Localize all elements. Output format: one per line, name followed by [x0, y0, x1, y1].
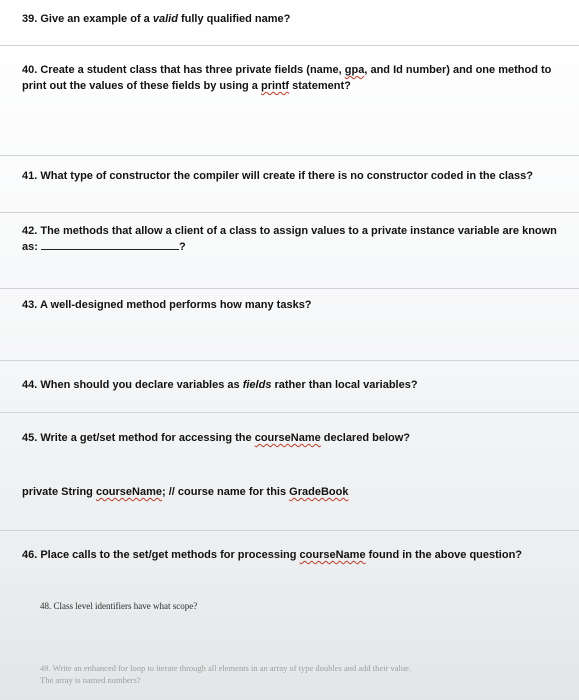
divider — [0, 360, 579, 361]
question-44-text: 44. When should you declare variables as — [22, 379, 243, 391]
question-46 — [22, 547, 570, 563]
question-40-text-end: statement? — [289, 80, 351, 92]
spellcheck-word: courseName — [299, 549, 366, 561]
question-49 — [40, 662, 579, 686]
question-42 — [22, 223, 570, 255]
question-42-end: ? — [178, 241, 186, 253]
question-43 — [22, 297, 570, 313]
spellcheck-word: courseName — [95, 486, 163, 498]
question-45 — [22, 430, 570, 446]
divider — [0, 212, 579, 213]
question-41 — [22, 168, 570, 184]
question-44-emphasis: fields — [242, 379, 272, 391]
question-48 — [40, 598, 579, 614]
question-44 — [22, 377, 570, 393]
question-39 — [22, 11, 570, 27]
divider — [0, 412, 579, 413]
question-48-text: 48. Class level identifiers have what scope? — [40, 601, 198, 611]
question-45-text: 45. Write a get/set method for accessing the — [22, 432, 255, 444]
answer-blank — [41, 239, 179, 250]
question-42-text: 42. The methods that allow a client of a class to assign values to a private instance variable are known as: — [22, 225, 557, 253]
question-49-line-2: The array is named numbers? — [40, 675, 141, 685]
divider — [0, 45, 579, 46]
question-49-line-1: 49. Write an enhanced for loop to iterate through all elements in an array of type doubles and add their value. — [40, 663, 412, 673]
question-43-text: 43. A well-designed method performs how many tasks? — [22, 299, 312, 311]
question-45-text-end: declared below? — [320, 432, 410, 444]
question-46-text-end: found in the above question? — [365, 549, 523, 561]
question-39-text-end: fully qualified name? — [177, 13, 291, 25]
question-40-text-mid: , and Id number) and one method to print out the values of these fields by using a — [22, 64, 552, 92]
question-39-emphasis: valid — [152, 13, 178, 25]
code-text-mid: ; // course name for this — [162, 486, 290, 498]
question-40-text: 40. Create a student class that has three private fields (name, — [22, 64, 345, 76]
divider — [0, 530, 579, 531]
divider — [0, 288, 579, 289]
spellcheck-word: printf — [260, 80, 290, 92]
question-44-text-end: rather than local variables? — [271, 379, 418, 391]
spellcheck-word: GradeBook — [289, 486, 349, 498]
divider — [0, 155, 579, 156]
question-46-text: 46. Place calls to the set/get methods for processing — [22, 549, 300, 561]
spellcheck-word: courseName — [254, 432, 321, 444]
spellcheck-word: gpa — [344, 64, 365, 76]
code-text: private String — [22, 486, 96, 498]
question-39-text: 39. Give an example of a — [22, 13, 153, 25]
question-41-text: 41. What type of constructor the compiler will create if there is no constructor coded in the class? — [22, 170, 533, 182]
code-declaration — [22, 484, 570, 500]
question-40 — [22, 62, 570, 94]
